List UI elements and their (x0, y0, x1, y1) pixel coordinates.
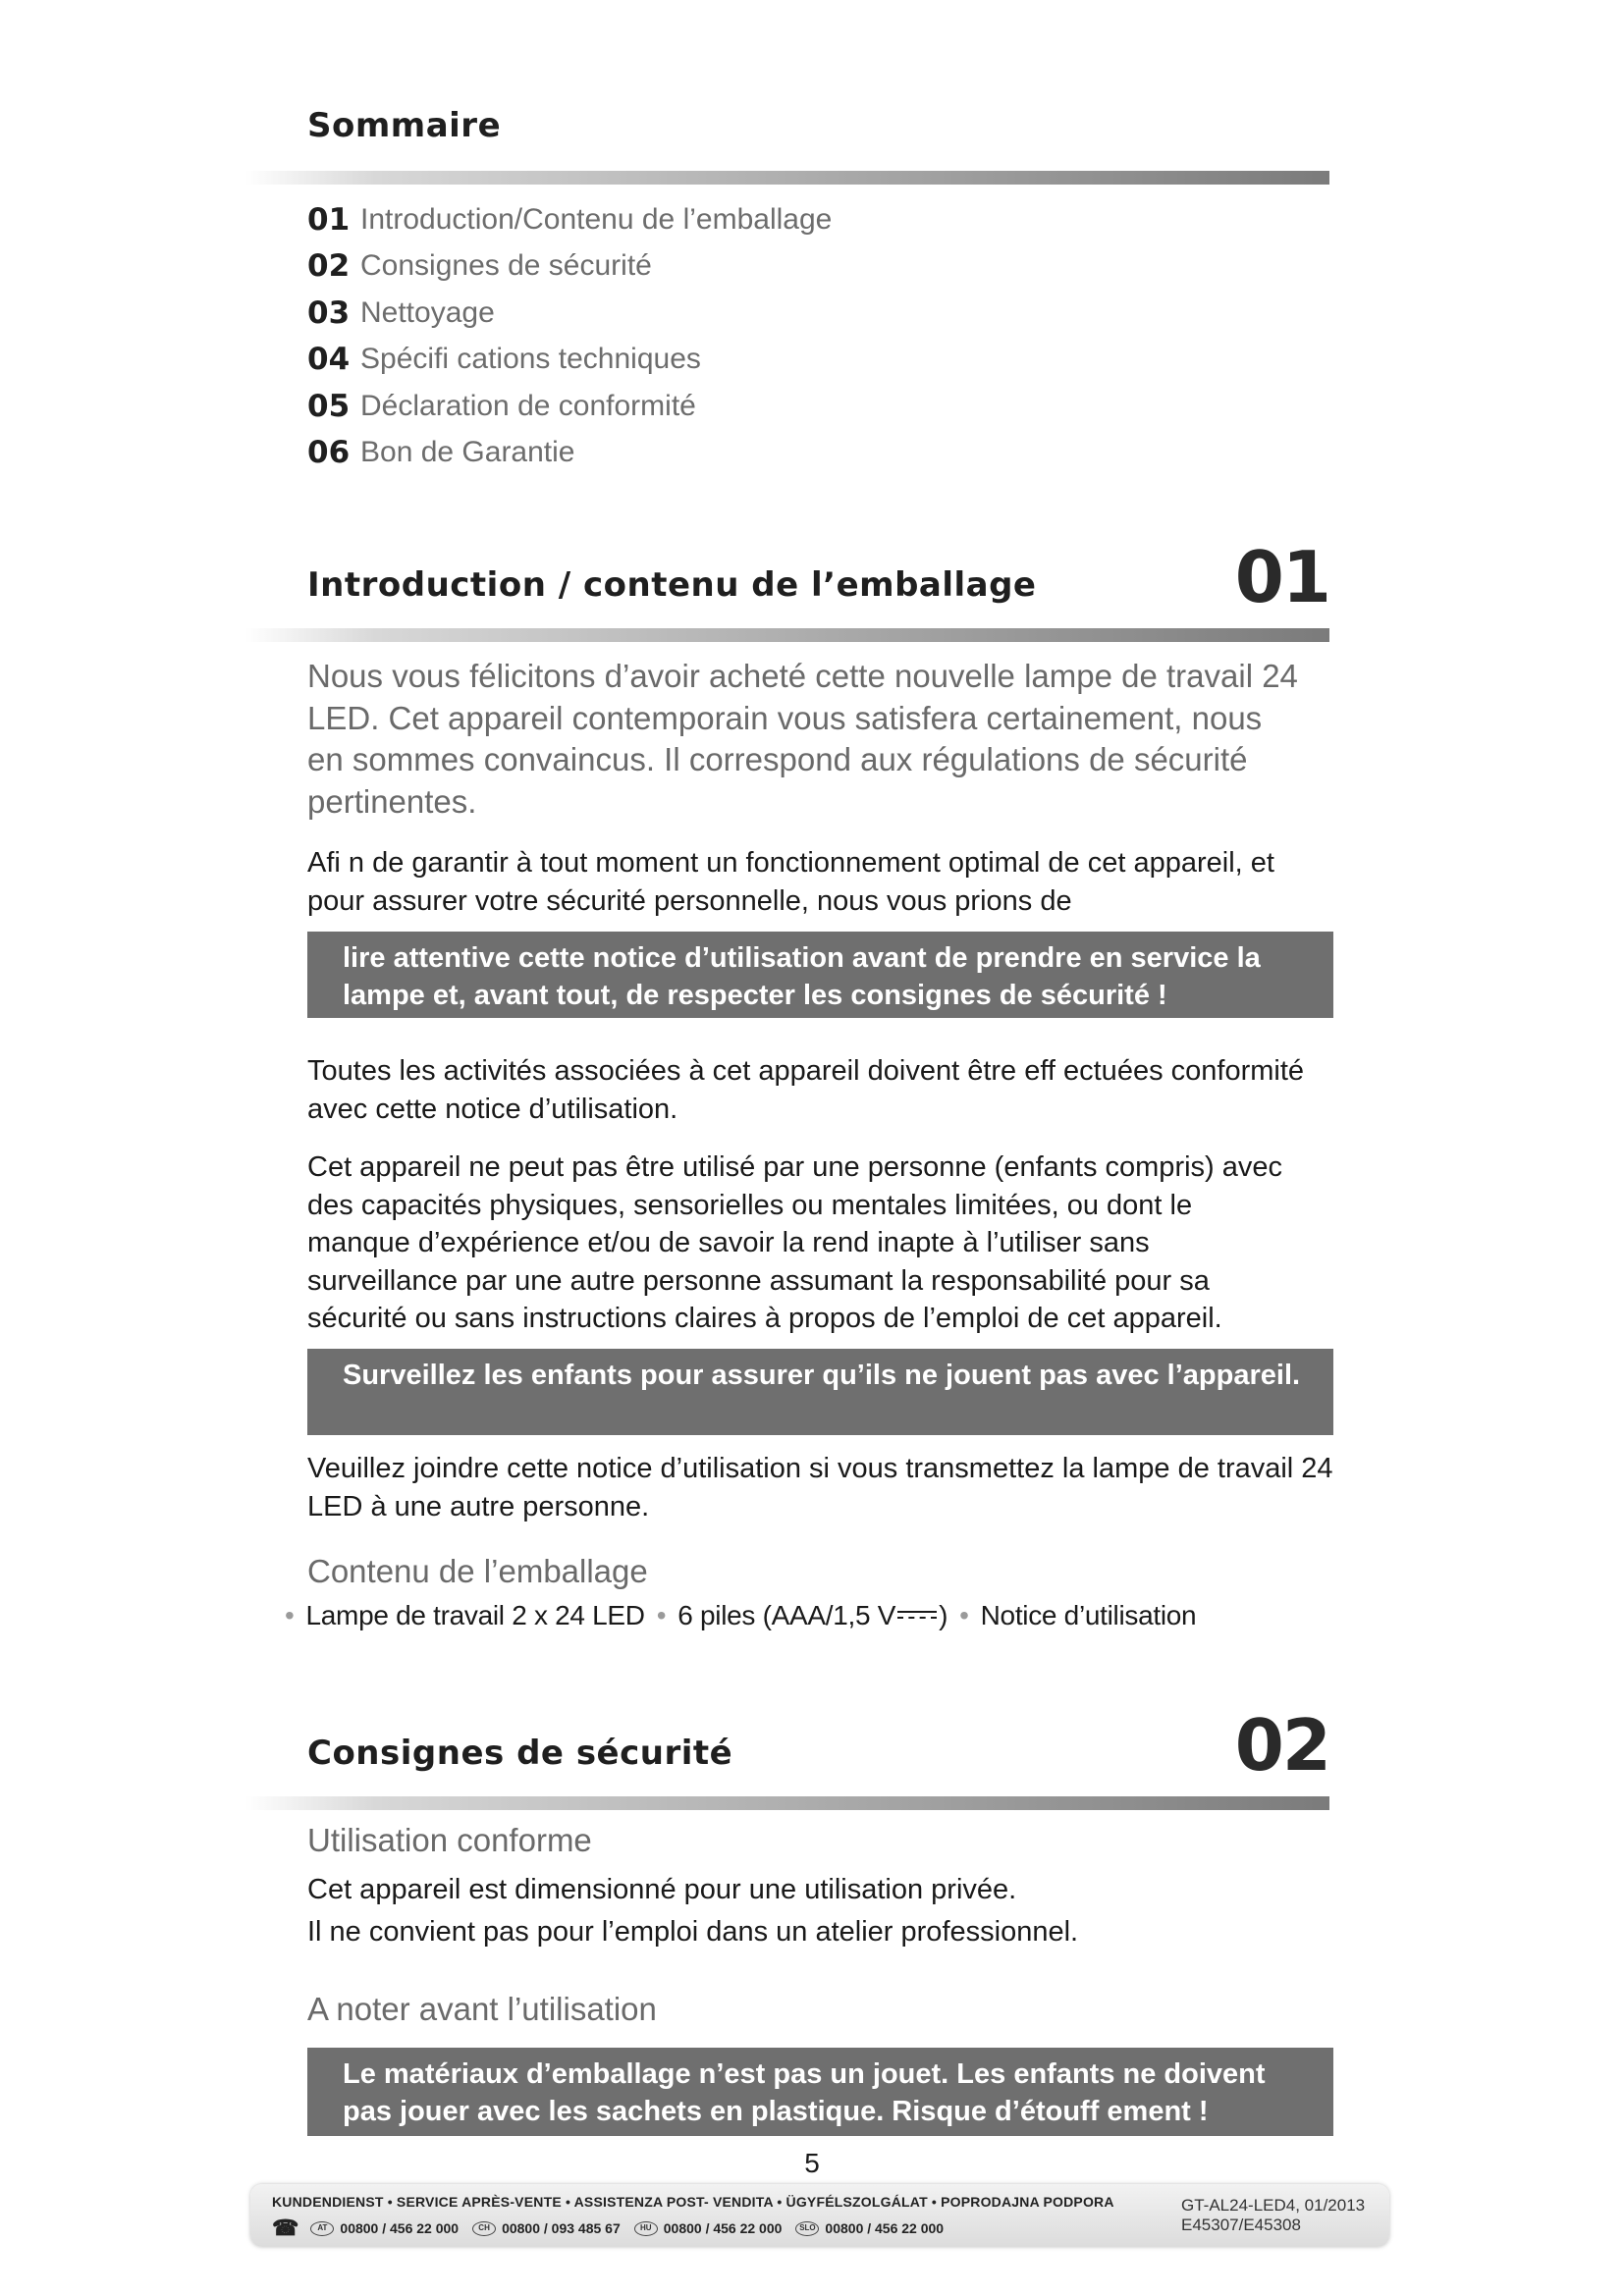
toc-item[interactable] (307, 383, 832, 430)
direct-current-icon (897, 1609, 937, 1623)
phone-number[interactable]: 00800 / 456 22 000 (825, 2220, 945, 2236)
toc-item-label: Spécifi cations techniques (360, 343, 701, 376)
intro-paragraph-1: Afi n de garantir à tout moment un fonctionnement optimal de cet appareil, et pour assurer votre sécurité personnelle, nous vous prions de (307, 847, 1274, 917)
phone-number[interactable]: 00800 / 093 485 67 (502, 2220, 621, 2236)
safety-section-title: Consignes de sécurité (307, 1734, 733, 1773)
service-phones (272, 2217, 957, 2239)
country-code-badge: CH (472, 2221, 496, 2236)
intro-warning-box-1: lire attentive cette notice d’utilisation avant de prendre en service la lampe et, avant tout, de respecter les consignes de sécurité ! (307, 932, 1333, 1018)
toc-item-number: 04 (307, 342, 351, 378)
telephone-icon: ☎ (272, 2216, 299, 2240)
phone-number[interactable]: 00800 / 456 22 000 (663, 2220, 783, 2236)
safety-section-number: 02 (1234, 1704, 1329, 1787)
toc-item[interactable] (307, 337, 832, 384)
section-rule (245, 171, 1329, 185)
toc-item-number: 05 (307, 388, 351, 424)
bullet-icon: • (656, 1600, 667, 1630)
page-number: 5 (804, 2148, 820, 2178)
toc-item-number: 02 (307, 248, 351, 285)
toc-item[interactable] (307, 290, 832, 337)
intro-paragraph-3: Cet appareil ne peut pas être utilisé par une personne (enfants compris) avec des capacités physiques, sensorielles ou mentales limitées, ou dont le manque d’expérience et/ou de savoir la rend inapte à l’utiliser sans surveillance par une autre personne assumant la responsabilité pour sa sécurité ou sans instructions claires à propos de l’emploi de cet appareil. (307, 1151, 1283, 1334)
service-footer (250, 2184, 1389, 2247)
country-code-badge: SLO (795, 2221, 819, 2236)
toc-item-label: Bon de Garantie (360, 436, 575, 469)
intro-section-number: 01 (1234, 536, 1329, 618)
package-contents-title: Contenu de l’emballage (307, 1553, 648, 1589)
section-rule (245, 628, 1329, 642)
toc-item-number: 06 (307, 435, 351, 471)
toc-item-label: Déclaration de conformité (360, 389, 696, 422)
article-codes: E45307/E45308 (1181, 2216, 1301, 2234)
package-item: Notice d’utilisation (980, 1600, 1197, 1630)
before-use-title: A noter avant l’utilisation (307, 1991, 657, 2027)
table-of-contents (307, 196, 832, 476)
toc-item-number: 03 (307, 294, 351, 331)
intended-use-line-2: Il ne convient pas pour l’emploi dans un atelier professionnel. (307, 1916, 1079, 1948)
toc-item[interactable] (307, 196, 832, 243)
intro-lead-paragraph: Nous vous félicitons d’avoir acheté cette nouvelle lampe de travail 24 LED. Cet appareil contemporain vous satisfera certainement, nous en sommes convaincus. Il correspond aux régulations de sécurité pertinentes. (307, 658, 1298, 820)
intro-section-title: Introduction / contenu de l’emballage (307, 565, 1037, 605)
package-item: 6 piles (AAA/1,5 V (677, 1600, 896, 1630)
country-code-badge: AT (310, 2221, 334, 2236)
safety-warning-box: Le matériaux d’emballage n’est pas un jouet. Les enfants ne doivent pas jouer avec les sachets en plastique. Risque d’étouff ement ! (307, 2048, 1333, 2136)
package-item-suffix: ) (939, 1600, 948, 1630)
model-info (1181, 2196, 1365, 2235)
toc-title: Sommaire (307, 106, 502, 145)
intended-use-title: Utilisation conforme (307, 1822, 592, 1858)
bullet-icon: • (285, 1600, 295, 1630)
phone-number[interactable]: 00800 / 456 22 000 (340, 2220, 460, 2236)
package-contents-list (285, 1600, 1196, 1631)
intro-paragraph-2: Toutes les activités associées à cet appareil doivent être eff ectuées conformité avec cette notice d’utilisation. (307, 1055, 1305, 1125)
country-code-badge: HU (634, 2221, 658, 2236)
model-number: GT-AL24-LED4, 01/2013 (1181, 2196, 1366, 2215)
section-rule (245, 1796, 1329, 1810)
service-line: KUNDENDIENST • SERVICE APRÈS-VENTE • ASSISTENZA POST- VENDITA • ÜGYFÉLSZOLGÁLAT • POPRODAJNA PODPORA (272, 2194, 1114, 2210)
intended-use-line-1: Cet appareil est dimensionné pour une utilisation privée. (307, 1874, 1017, 1905)
bullet-icon: • (959, 1600, 969, 1630)
toc-item[interactable] (307, 430, 832, 477)
toc-item[interactable] (307, 243, 832, 291)
intro-warning-box-2: Surveillez les enfants pour assurer qu’ils ne jouent pas avec l’appareil. (307, 1349, 1333, 1435)
toc-item-label: Consignes de sécurité (360, 249, 652, 283)
intro-paragraph-4: Veuillez joindre cette notice d’utilisation si vous transmettez la lampe de travail 24 LED à une autre personne. (307, 1453, 1333, 1522)
package-item: Lampe de travail 2 x 24 LED (305, 1600, 645, 1630)
toc-item-label: Introduction/Contenu de l’emballage (360, 202, 833, 236)
toc-item-number: 01 (307, 201, 351, 238)
toc-item-label: Nettoyage (360, 295, 495, 329)
